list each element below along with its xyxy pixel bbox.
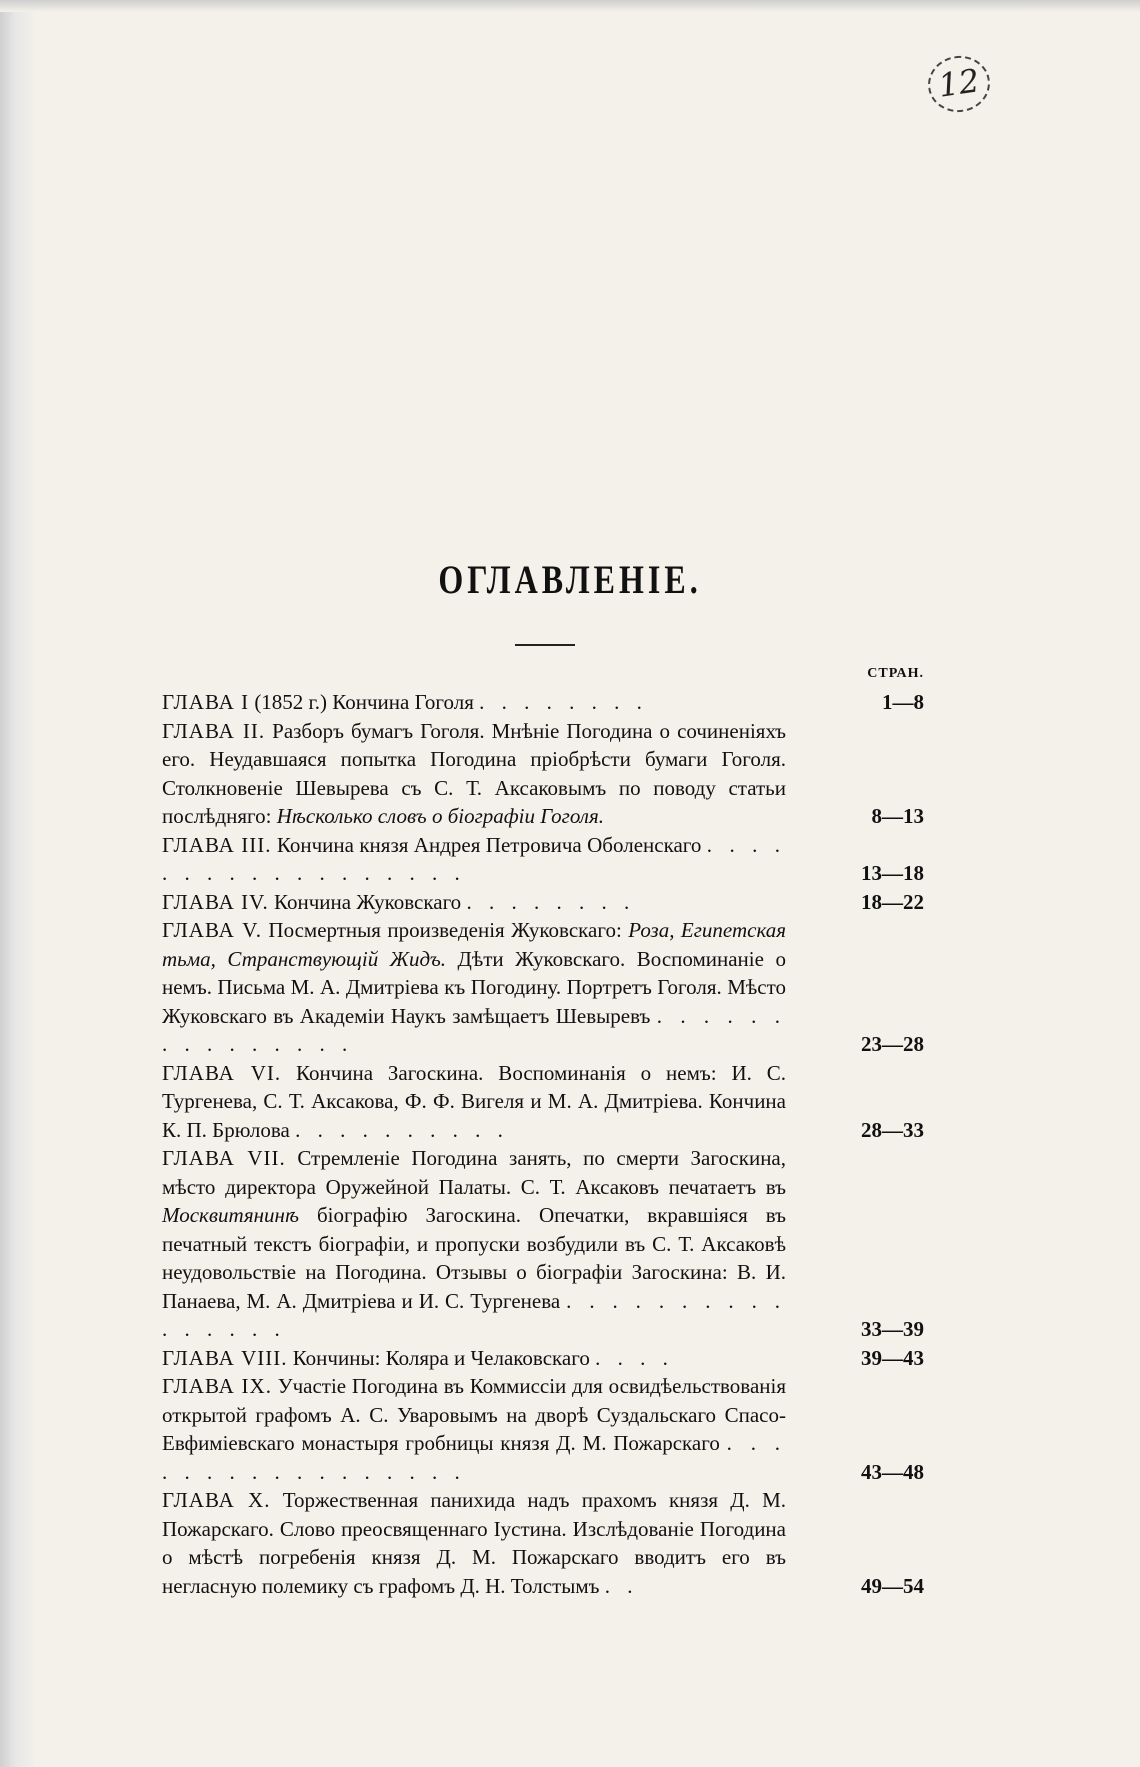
toc-entry bbox=[162, 888, 924, 917]
archive-number-stamp: 12 bbox=[924, 52, 993, 116]
page-range: 1—8 bbox=[882, 690, 924, 714]
dot-leader: . . bbox=[604, 1573, 639, 1598]
chapter-description: Разборъ бумагъ Гоголя. Мнѣніе Погодина о сочиненіяхъ его. Неудавшаяся попытка Погодина пріобрѣсти бумаги Гоголя. Столкновеніе Шевырева съ С. Т. Аксаковымъ по поводу статьи послѣдняго: bbox=[162, 718, 787, 828]
pages-column-header: СТРАН. bbox=[867, 666, 924, 681]
dot-leader: . . . . bbox=[595, 1345, 674, 1370]
chapter-label: ГЛАВА I bbox=[162, 690, 250, 714]
page-range: 28—33 bbox=[861, 1117, 924, 1142]
dot-leader: . . . . . . . . . . . . . . . . . bbox=[162, 1431, 787, 1484]
chapter-description: Кончина Загоскина. Воспоминанія о немъ: И. С. Тургенева, С. Т. Аксакова, Ф. Ф. Вигеля и М. А. Дмитріева. Кончина К. П. Брюлова bbox=[162, 1060, 787, 1142]
work-title: Москвитянинѣ bbox=[162, 1203, 299, 1227]
toc-entry-text bbox=[162, 1344, 786, 1373]
page-range: 39—43 bbox=[861, 1345, 924, 1370]
toc-entry-text bbox=[162, 1059, 786, 1145]
dot-leader: . . . . . . . . . . . . . . . bbox=[162, 1003, 787, 1056]
chapter-label: ГЛАВА IX. bbox=[162, 1374, 272, 1398]
work-title: Нѣсколько словъ о біографіи Гоголя. bbox=[276, 804, 604, 828]
toc-entry-text bbox=[162, 1144, 786, 1344]
page-range: 18—22 bbox=[861, 889, 924, 914]
toc-entry bbox=[162, 1344, 924, 1373]
scan-left-edge bbox=[0, 0, 36, 1767]
scan-top-edge bbox=[0, 0, 1140, 12]
chapter-description-continued: Дѣти Жуковскаго. Воспоминаніе о немъ. Письма М. А. Дмитріева къ Погодину. Портретъ Гоголя. Мѣсто Жуковскаго въ Академіи Наукъ замѣщаетъ Шевыревъ bbox=[162, 946, 786, 1028]
page-range: 49—54 bbox=[861, 1573, 924, 1598]
chapter-description: (1852 г.) Кончина Гоголя bbox=[254, 690, 474, 714]
chapter-label: ГЛАВА III. bbox=[162, 832, 272, 857]
toc-entry-text bbox=[162, 717, 786, 831]
chapter-label: ГЛАВА VIII. bbox=[162, 1345, 288, 1370]
dot-leader: . . . . . . . . bbox=[479, 690, 648, 714]
work-title: Роза, Египетская тьма, Странствующій Жидъ. bbox=[162, 918, 787, 971]
toc-entry-text bbox=[162, 916, 786, 1059]
toc-entry-text bbox=[162, 888, 786, 917]
chapter-description: Посмертныя произведенія Жуковскаго: bbox=[268, 918, 622, 942]
page-title: ОГЛАВЛЕНІЕ. bbox=[438, 557, 702, 602]
toc-entry bbox=[162, 1144, 924, 1344]
chapter-description: Торжественная панихида надъ прахомъ князя Д. М. Пожарскаго. Слово преосвященнаго Іустина. Изслѣдованіе Погодина о мѣстѣ погребенія князя Д. М. Пожарскаго вводитъ его въ негласную полемику съ графомъ Д. Н. Толстымъ bbox=[162, 1488, 786, 1598]
chapter-label: ГЛАВА IV. bbox=[162, 889, 269, 914]
title-divider bbox=[515, 644, 575, 646]
dot-leader: . . . . . . . . . . . . . . . . bbox=[162, 1288, 787, 1341]
chapter-description-continued: біографію Загоскина. Опечатки, вкравшіяся въ печатный текстъ біографіи, и пропуски возбудили въ С. Т. Аксаковѣ неудовольствіе на Погодина. Отзывы о біографіи Загоскина: В. И. Панаева, М. А. Дмитріева и И. С. Тургенева bbox=[162, 1203, 786, 1313]
toc-entry bbox=[162, 717, 924, 831]
page-range: 8—13 bbox=[871, 804, 924, 828]
chapter-label: ГЛАВА II. bbox=[162, 718, 266, 743]
dot-leader: . . . . . . . . bbox=[466, 889, 636, 914]
page-range: 43—48 bbox=[861, 1459, 924, 1484]
toc-entry bbox=[162, 831, 924, 888]
toc-entry-text bbox=[162, 1486, 786, 1600]
toc-entry-text bbox=[162, 831, 786, 888]
toc-entry bbox=[162, 1372, 924, 1486]
chapter-description: Участіе Погодина въ Коммиссіи для освидѣельствованія открытой графомъ А. С. Уваровымъ на дворѣ Суздальскаго Спасо-Евфиміевскаго монастыря гробницы князя Д. М. Пожарскаго bbox=[162, 1374, 786, 1455]
page-range: 23—28 bbox=[861, 1032, 924, 1056]
dot-leader: . . . . . . . . . . bbox=[295, 1117, 509, 1142]
toc-entry-text bbox=[162, 688, 786, 717]
toc-entry bbox=[162, 688, 924, 717]
chapter-label: ГЛАВА V. bbox=[162, 918, 262, 942]
chapter-description: Кончина Жуковскаго bbox=[274, 889, 462, 914]
page-range: 33—39 bbox=[861, 1317, 924, 1341]
page-range: 13—18 bbox=[861, 861, 924, 885]
chapter-description: Кончины: Коляра и Челаковскаго bbox=[292, 1345, 590, 1370]
toc-entry bbox=[162, 916, 924, 1059]
table-of-contents bbox=[162, 662, 924, 1600]
dot-leader: . . . . . . . . . . . . . . . . . . bbox=[162, 832, 786, 885]
toc-entries bbox=[162, 688, 924, 1600]
toc-entry bbox=[162, 1059, 924, 1145]
chapter-label: ГЛАВА X. bbox=[162, 1488, 271, 1512]
toc-entry-text bbox=[162, 1372, 786, 1486]
chapter-label: ГЛАВА VII. bbox=[162, 1146, 286, 1170]
chapter-label: ГЛАВА VI. bbox=[162, 1060, 282, 1085]
chapter-description: Кончина князя Андрея Петровича Оболенскаго bbox=[276, 832, 702, 857]
toc-entry bbox=[162, 1486, 924, 1600]
chapter-description: Стремленіе Погодина занять, по смерти Загоскина, мѣсто директора Оружейной Палаты. С. Т. Аксаковъ печатаетъ въ bbox=[162, 1146, 787, 1199]
